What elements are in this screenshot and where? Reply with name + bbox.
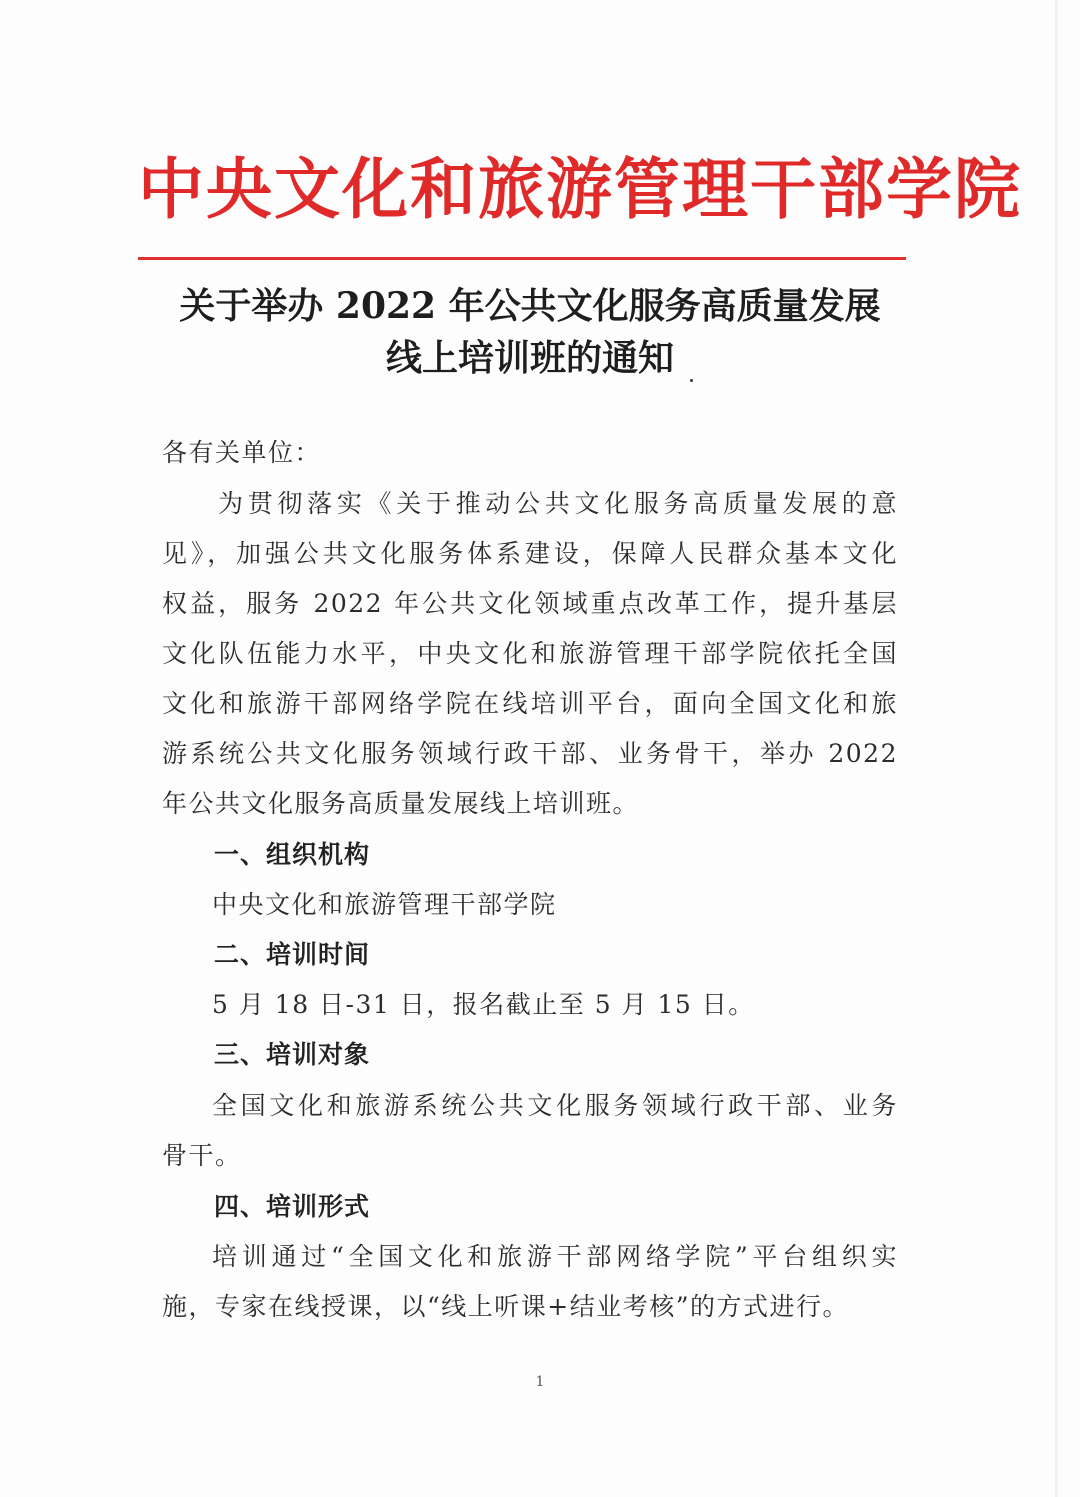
- red-divider-rule: [138, 257, 906, 260]
- document-title-line-1: 关于举办 2022 年公共文化服务高质量发展: [179, 285, 881, 327]
- intro-line: 权益，服务 2022 年公共文化领域重点改革工作，提升基层: [162, 589, 898, 618]
- institution-masthead: 中央文化和旅游管理干部学院: [138, 151, 1022, 228]
- stray-mark: [690, 379, 693, 382]
- intro-line: 为贯彻落实《关于推动公共文化服务高质量发展的意: [218, 489, 898, 518]
- section-text: 施，专家在线授课，以“线上听课+结业考核”的方式进行。: [162, 1292, 850, 1321]
- section-heading: 一、组织机构: [214, 840, 371, 869]
- intro-line: 游系统公共文化服务领域行政干部、业务骨干，举办 2022: [162, 739, 898, 768]
- intro-line: 文化队伍能力水平，中央文化和旅游管理干部学院依托全国: [162, 639, 898, 668]
- section-text: 中央文化和旅游管理干部学院: [212, 890, 557, 919]
- section-text: 全国文化和旅游系统公共文化服务领域行政干部、业务: [212, 1091, 898, 1120]
- section-text: 骨干。: [162, 1141, 242, 1170]
- section-heading: 四、培训形式: [214, 1192, 371, 1221]
- section-text: 培训通过“全国文化和旅游干部网络学院”平台组织实: [212, 1242, 898, 1271]
- section-text: 5 月 18 日-31 日，报名截止至 5 月 15 日。: [212, 990, 755, 1019]
- intro-line: 文化和旅游干部网络学院在线培训平台，面向全国文化和旅: [162, 689, 898, 718]
- section-heading: 二、培训时间: [214, 940, 371, 969]
- page-edge: [1055, 0, 1058, 1497]
- page-number: 1: [535, 1374, 545, 1390]
- salutation: 各有关单位：: [162, 438, 322, 467]
- section-heading: 三、培训对象: [214, 1040, 371, 1069]
- intro-line: 年公共文化服务高质量发展线上培训班。: [162, 789, 640, 818]
- document-title-line-2: 线上培训班的通知: [385, 337, 674, 379]
- intro-line: 见》，加强公共文化服务体系建设，保障人民群众基本文化: [162, 539, 898, 568]
